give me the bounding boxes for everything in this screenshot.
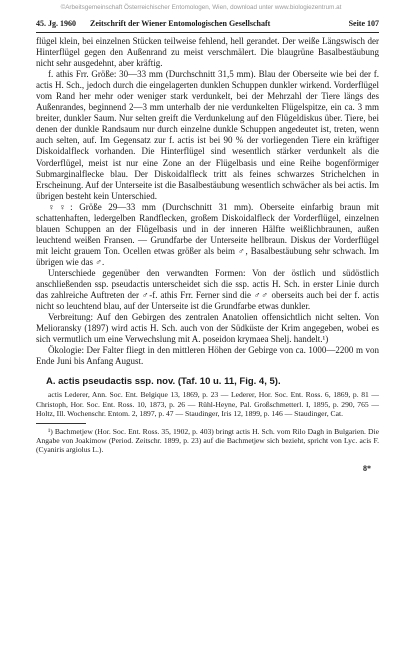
running-header	[36, 17, 379, 31]
header-volume: 45. Jg. 1960	[36, 19, 76, 28]
signature-mark: 8*	[363, 463, 371, 473]
paragraph: ♀♀: Größe 29—33 mm (Durchschnitt 31 mm). Oberseite einfarbig braun mit schattenhaften, ledergelben Randflecken, großem Diskoidalfleck der Vorderflügel, einzelnen blauen Schuppen an der Flügelbasis und in der inneren Hälfte weißlichbraunen, außen leuchtend weißen Fransen. — Grundfarbe der Unterseite hellbraun. Diskus der Vorderflügel mit leicht grauem Ton. Ocellen etwas größer als beim ♂, Basalbestäubung sehr schwach. Im übrigen wie das ♂.	[36, 201, 379, 267]
paragraph: Ökologie: Der Falter fliegt in den mittleren Höhen der Gebirge von ca. 1000—2200 m von Ende Juni bis Anfang August.	[36, 345, 379, 367]
header-journal: Zeitschrift der Wiener Entomologischen Gesellschaft	[90, 19, 271, 28]
paragraph: Verbreitung: Auf den Gebirgen des zentralen Anatolien offensichtlich nicht selten. Von Melioransky (1897) wird actis H. Sch. auch von der Südküste der Krim angegeben, wobei es sich vermutlich um eine Verwechslung mit A. poseidon krymaea Shelj. handelt.¹)	[36, 312, 379, 345]
footnote-rule	[36, 423, 86, 424]
paragraph: Unterschiede gegenüber den verwandten Formen: Von der östlich und südöstlich anschließenden ssp. pseudactis unterscheidet sich die ssp. actis H. Sch. in erster Linie durch das zahlreiche Auftreten der ♂-f. athis Frr. Ferner sind die ♂♂ oberseits auch bei der f. actis nicht so leuchtend blau, auf der Unterseite ist die Grundfarbe etwas dunkler.	[36, 267, 379, 312]
synonymy-references: actis Lederer, Ann. Soc. Ent. Belgique 13, 1869, p. 23 — Lederer, Hor. Soc. Ent. Ross. 6, 1869, p. 81 — Christoph, Hor. Soc. Ent. Ross. 10, 1873, p. 26 — Rühl-Heyne, Pal. Großschmetterl. I, 1895, p. 290, 765 — Holtz, Ill. Wochenschr. Entom. 2, 1897, p. 47 — Staudinger, Iris 12, 1899, p. 146 — Staudinger, Cat.	[36, 390, 379, 419]
footnote: ¹) Bachmetjew (Hor. Soc. Ent. Ross. 35, 1902, p. 403) bringt actis H. Sch. vom Rilo Dagh in Bulgarien. Die Angabe von Joakimow (Period. Zeitschr. 1899, p. 23) auf die Bachmetjew sich bezieht, spricht von Lyc. acis F. (Cyaniris argiolus L.).	[36, 426, 379, 455]
paragraph: f. athis Frr. Größe: 30—33 mm (Durchschnitt 31,5 mm). Blau der Oberseite wie bei der f. actis H. Sch., jedoch durch die eingelagerten dunklen Schuppen dunkler wirkend. Vorderflügel vom Rand her mehr oder weniger stark verdunkelt, bei der Mehrzahl der Tiere längs des Außenrandes, beginnend 2—3 mm unterhalb der nie verdunkelten Flügelspitze, ein ca. 3 mm breiter, dunkler Saum. Nur selten greift die Verdunkelung auf den Flügeldiskus über. Tiere, bei denen der dunkle Randsaum nur durch einzelne dunkle Schuppen angedeutet ist, treten, wenn auch selten, auf. Im Gegensatz zur f. actis ist bei 90 % der vorliegenden Tiere ein kräftiger Diskoidalfleck vorhanden. Die Hinterflügel sind wesentlich stärker verdunkelt als die Vorderflügel, meist ist nur eine Zone an der Flügelbasis und eine Reihe bogenförmiger Submarginalflecke blau. Der Diskoidalfleck tritt als feines schwarzes Strichelchen in Erscheinung. Auf der Unterseite ist die Basalbestäubung wesentlich schwächer als bei actis. Im übrigen besteht kein Unterschied.	[36, 69, 379, 201]
copyright-watermark: ©Arbeitsgemeinschaft Österreichischer Entomologen, Wien, download unter www.biologiezentrum.at	[60, 4, 342, 11]
header-page-number: Seite 107	[348, 19, 379, 28]
header-rule	[36, 32, 379, 33]
page-body	[36, 36, 379, 474]
section-heading: A. actis pseudactis ssp. nov. (Taf. 10 u. 11, Fig. 4, 5).	[46, 376, 281, 388]
paragraph: flügel klein, bei einzelnen Stücken teilweise fehlend, hell gerandet. Der weiße Längswisch der Hinterflügel gegen den Außenrand zu meist verschmälert. Die blaugrüne Basalbestäubung nicht sehr ausgedehnt, aber kräftig.	[36, 36, 379, 69]
